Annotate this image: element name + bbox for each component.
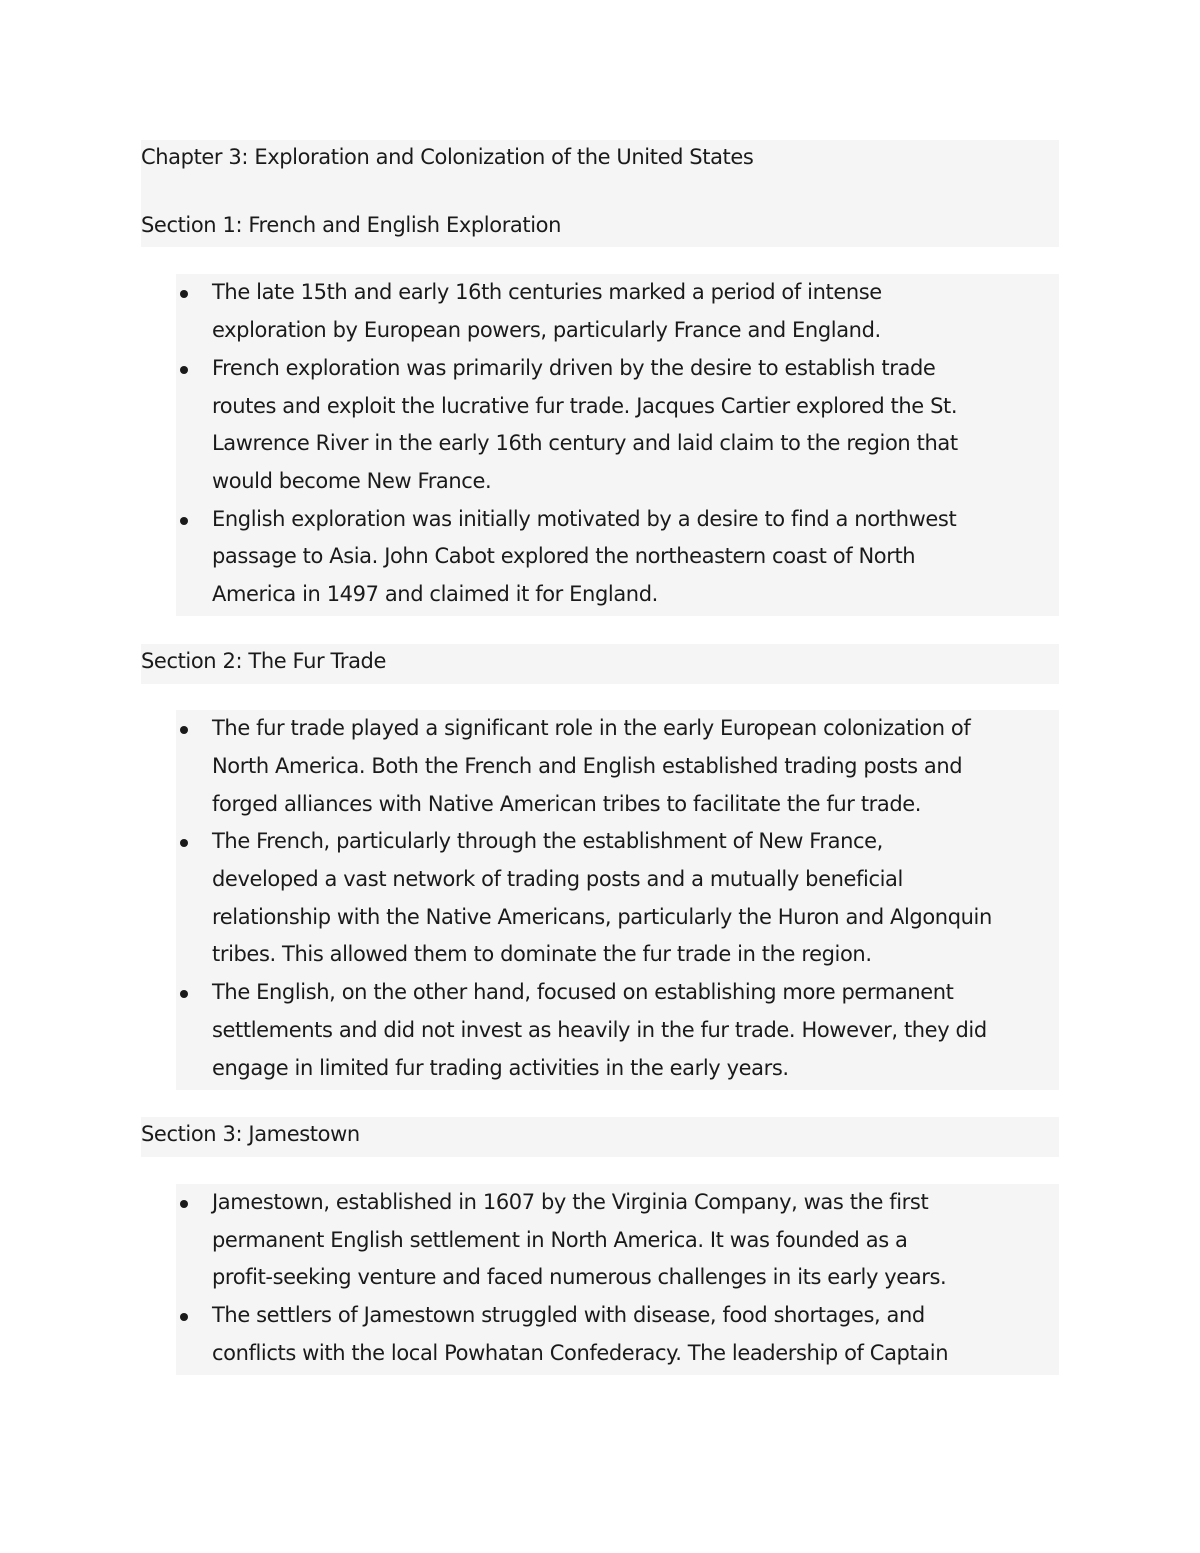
list-item-line: profit-seeking venture and faced numerous challenges in its early years. xyxy=(212,1265,947,1289)
bullet-marker xyxy=(180,839,188,847)
list-item-line: engage in limited fur trading activities in the early years. xyxy=(212,1056,789,1080)
bullet-marker xyxy=(180,1200,188,1208)
list-item-line: exploration by European powers, particularly France and England. xyxy=(212,318,881,342)
list-item-line: The fur trade played a significant role in the early European colonization of xyxy=(212,716,971,740)
bullet-marker xyxy=(180,366,188,374)
bullet-marker xyxy=(180,290,188,298)
list-item-line: forged alliances with Native American tribes to facilitate the fur trade. xyxy=(212,792,922,816)
section-heading: Section 2: The Fur Trade xyxy=(141,649,386,673)
list-item-line: French exploration was primarily driven by the desire to establish trade xyxy=(212,356,936,380)
list-item-line: passage to Asia. John Cabot explored the northeastern coast of North xyxy=(212,544,916,568)
list-item-line: North America. Both the French and English established trading posts and xyxy=(212,754,963,778)
list-item-line: would become New France. xyxy=(212,469,492,493)
chapter-title: Chapter 3: Exploration and Colonization of the United States xyxy=(141,145,754,169)
bullet-marker xyxy=(180,1313,188,1321)
list-item-line: English exploration was initially motivated by a desire to find a northwest xyxy=(212,507,957,531)
bullet-marker xyxy=(180,517,188,525)
section-heading: Section 1: French and English Exploration xyxy=(141,213,562,237)
list-item-line: conflicts with the local Powhatan Confederacy. The leadership of Captain xyxy=(212,1341,949,1365)
list-item-line: developed a vast network of trading posts and a mutually beneficial xyxy=(212,867,903,891)
list-item-line: Jamestown, established in 1607 by the Virginia Company, was the first xyxy=(212,1190,929,1214)
list-item-line: The French, particularly through the establishment of New France, xyxy=(212,829,883,853)
bullet-marker xyxy=(180,726,188,734)
list-item-line: The settlers of Jamestown struggled with disease, food shortages, and xyxy=(212,1303,925,1327)
list-item-line: tribes. This allowed them to dominate the fur trade in the region. xyxy=(212,942,872,966)
list-item-line: America in 1497 and claimed it for England. xyxy=(212,582,658,606)
bullet-marker xyxy=(180,990,188,998)
list-item-line: routes and exploit the lucrative fur trade. Jacques Cartier explored the St. xyxy=(212,394,958,418)
list-item-line: relationship with the Native Americans, particularly the Huron and Algonquin xyxy=(212,905,992,929)
list-item-line: The English, on the other hand, focused on establishing more permanent xyxy=(212,980,954,1004)
list-item-line: Lawrence River in the early 16th century and laid claim to the region that xyxy=(212,431,958,455)
list-item-line: The late 15th and early 16th centuries marked a period of intense xyxy=(212,280,882,304)
list-item-line: settlements and did not invest as heavily in the fur trade. However, they did xyxy=(212,1018,987,1042)
list-item-line: permanent English settlement in North America. It was founded as a xyxy=(212,1228,908,1252)
section-heading: Section 3: Jamestown xyxy=(141,1122,360,1146)
